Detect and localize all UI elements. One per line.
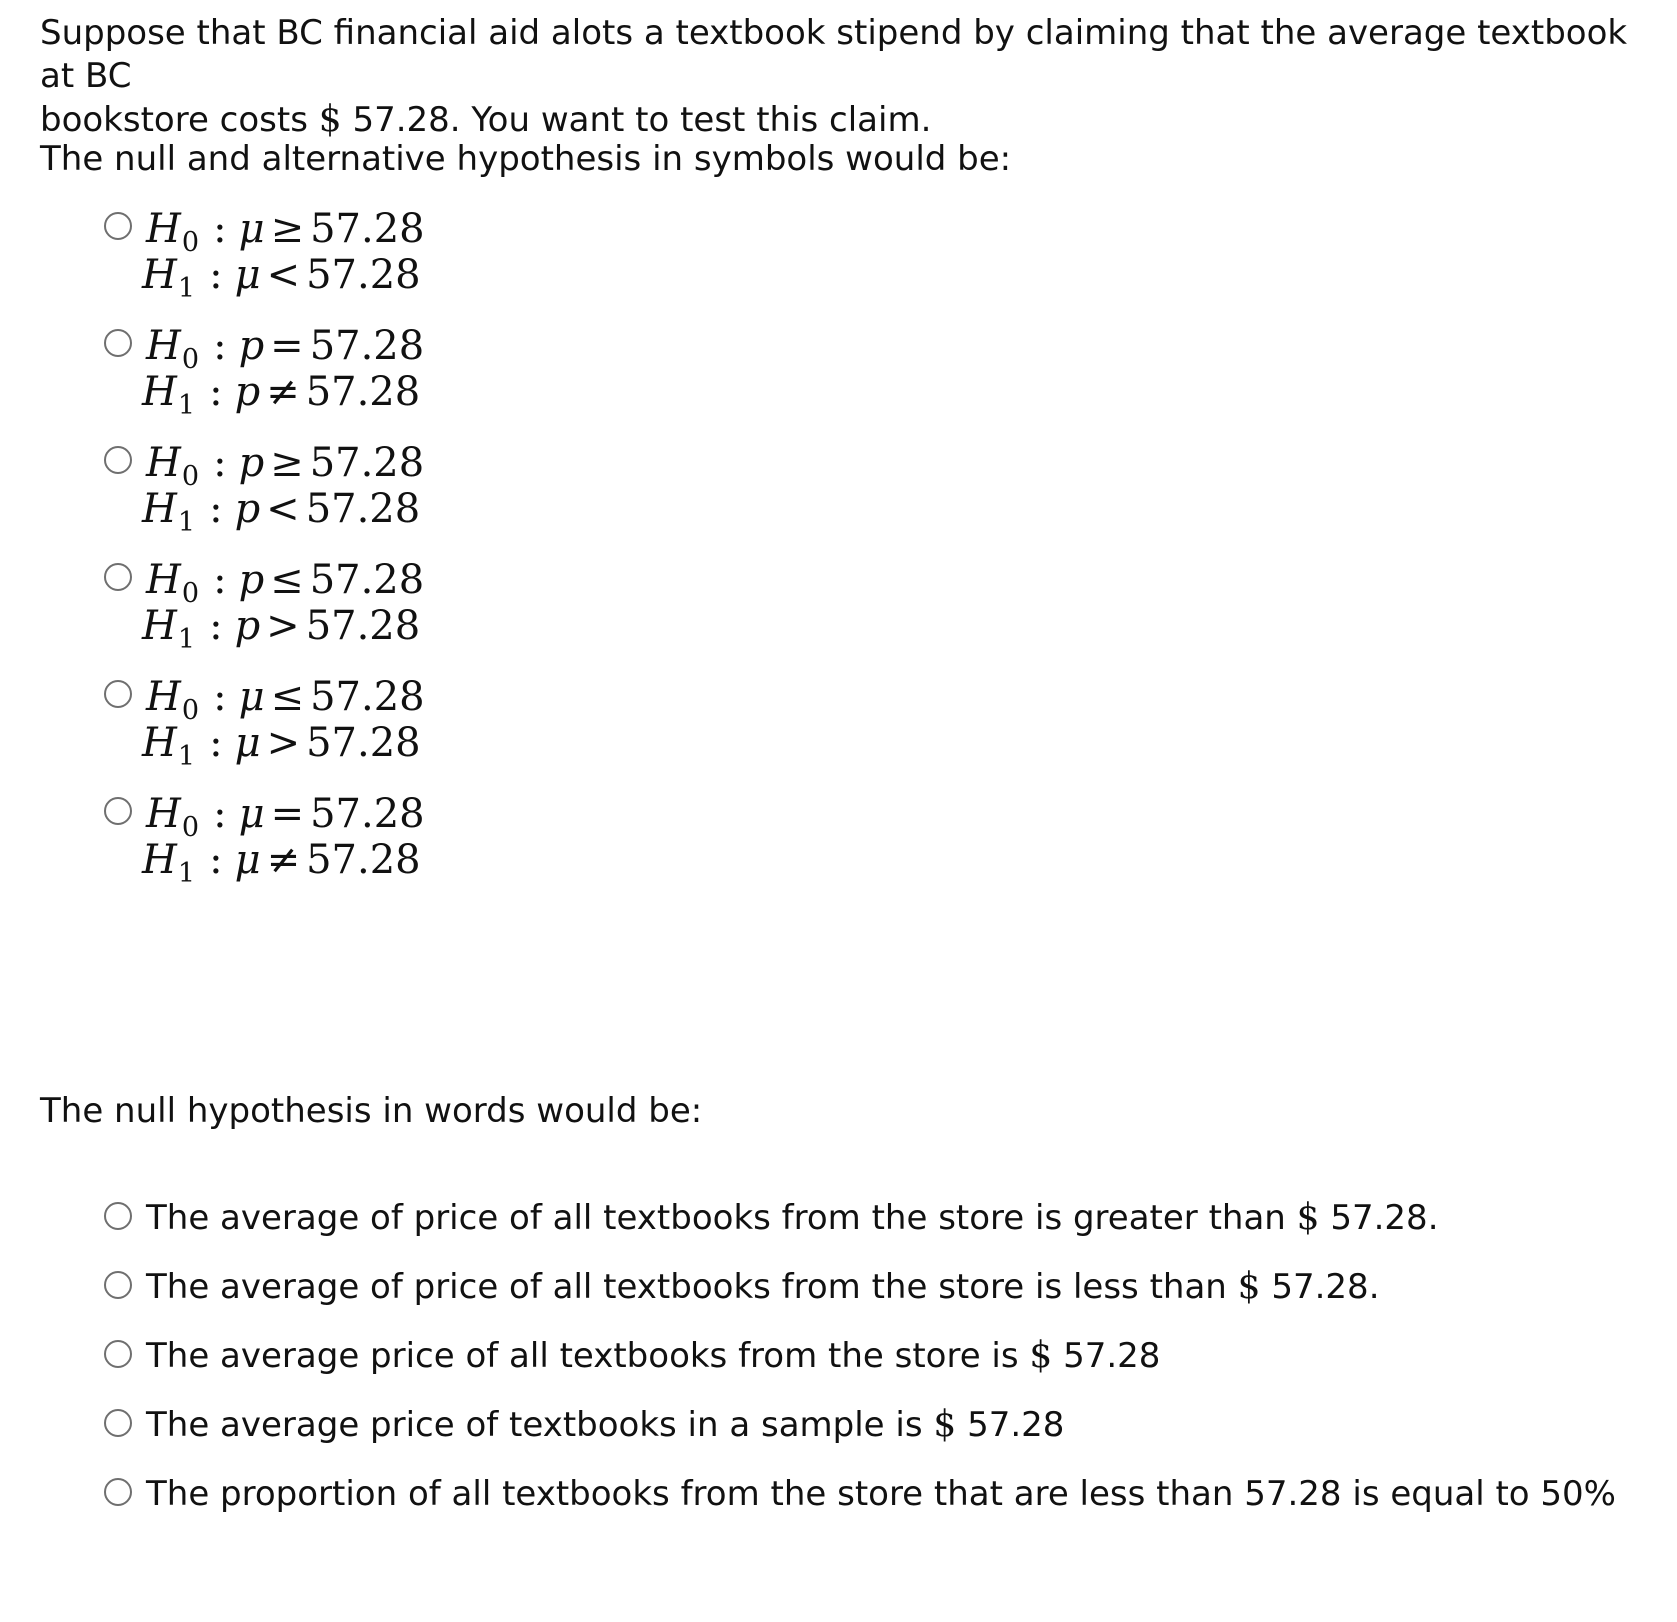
option-label: The average price of textbooks in a sample is $ 57.28 [146,1404,1065,1445]
prompt-line-1: Suppose that BC financial aid alots a textbook stipend by claiming that the average textbook at BC [40,13,1628,96]
symbols-option-2[interactable] [104,323,904,440]
null-hypothesis: $H_0$ : p ≥ 57.28 [146,440,425,492]
null-hypothesis: $H_0$ : μ ≥ 57.28 [146,206,425,258]
option-label: The proportion of all textbooks from the store that are less than 57.28 is equal to 50% [146,1474,1616,1514]
words-option-1[interactable] [104,1196,1664,1265]
words-option-2[interactable] [104,1265,1664,1334]
radio-button[interactable] [104,1271,132,1299]
words-option-3[interactable] [104,1334,1664,1403]
alternative-hypothesis: $H_1$ : p ≠ 57.28 [142,369,421,421]
null-hypothesis: $H_0$ : μ = 57.28 [146,791,425,843]
alternative-hypothesis: $H_1$ : μ ≠ 57.28 [142,837,421,889]
prompt-currency: $ [318,99,342,140]
alternative-hypothesis: $H_1$ : p < 57.28 [142,486,421,538]
symbols-option-5[interactable] [104,674,904,791]
radio-button[interactable] [104,1409,132,1437]
option-label: The average of price of all textbooks from the store is less than $ 57.28. [146,1266,1380,1307]
alternative-hypothesis: $H_1$ : p > 57.28 [142,603,421,655]
radio-button[interactable] [104,1340,132,1368]
symbols-option-6[interactable] [104,791,904,908]
option-label: The average of price of all textbooks from the store is greater than $ 57.28. [146,1197,1439,1238]
radio-button[interactable] [104,563,132,591]
radio-button[interactable] [104,446,132,474]
radio-button[interactable] [104,680,132,708]
words-option-4[interactable] [104,1403,1664,1472]
symbols-option-3[interactable] [104,440,904,557]
radio-button[interactable] [104,329,132,357]
prompt-line-2-start: bookstore costs [40,100,319,140]
symbols-option-1[interactable] [104,206,904,323]
symbols-option-group [104,206,904,908]
words-option-group [104,1196,1664,1541]
words-question-label: The null hypothesis in words would be: [40,1091,703,1131]
null-hypothesis: $H_0$ : μ ≤ 57.28 [146,674,425,726]
radio-button[interactable] [104,797,132,825]
symbols-question-label: The null and alternative hypothesis in symbols would be: [40,139,1012,179]
radio-button[interactable] [104,212,132,240]
prompt-line-2-end: 57.28. You want to test this claim. [341,100,932,140]
words-option-5[interactable] [104,1472,1664,1541]
alternative-hypothesis: $H_1$ : μ > 57.28 [142,720,421,772]
radio-button[interactable] [104,1202,132,1230]
option-label: The average price of all textbooks from the store is $ 57.28 [146,1335,1161,1376]
null-hypothesis: $H_0$ : p = 57.28 [146,323,425,375]
radio-button[interactable] [104,1478,132,1506]
symbols-option-4[interactable] [104,557,904,674]
null-hypothesis: $H_0$ : p ≤ 57.28 [146,557,425,609]
question-prompt [40,12,1660,142]
alternative-hypothesis: $H_1$ : μ < 57.28 [142,252,421,304]
